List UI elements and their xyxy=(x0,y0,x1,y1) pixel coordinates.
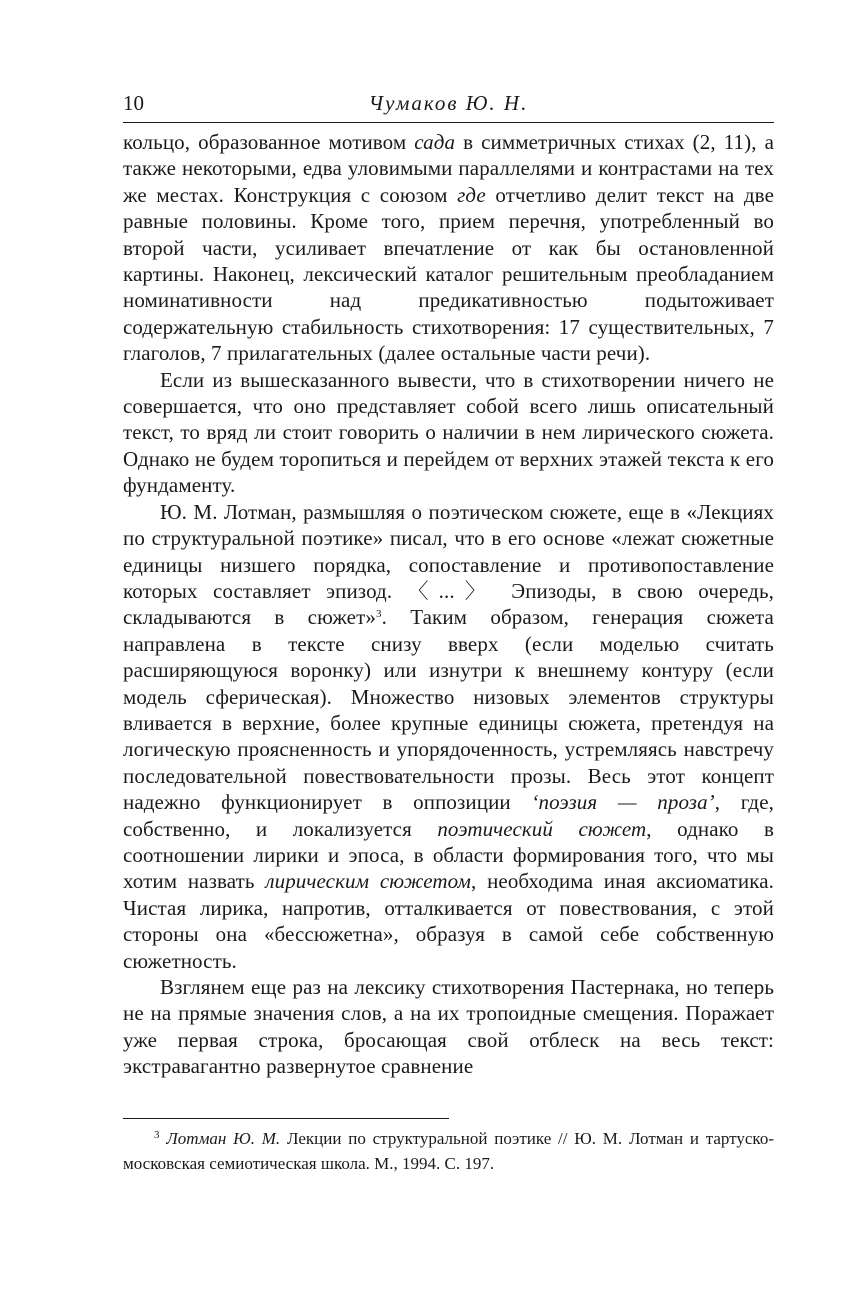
footnote-text: Лекции по структуральной поэтике // Ю. М. Лотман и тартуско-московская семиотическая школа. М., 1994. С. 197. xyxy=(123,1128,774,1173)
italic-term: лирическим сюжетом xyxy=(265,869,471,894)
page-number: 10 xyxy=(123,91,144,115)
text-run: кольцо, образованное мотивом xyxy=(123,130,415,154)
running-title: Чумаков Ю. Н. xyxy=(368,91,529,115)
text-run: , где, собственно, и локализуется xyxy=(123,790,774,841)
footnote xyxy=(123,1126,774,1176)
paragraph-1 xyxy=(123,129,774,367)
footnote-divider xyxy=(123,1118,449,1119)
footnote-reference[interactable]: 3 xyxy=(375,608,382,621)
italic-term: где xyxy=(457,182,486,207)
text-run: в симметричных стихах (2, 11), а также некоторыми, едва уловимыми параллелями и контрастами на тех же местах. Конструкция с союзом xyxy=(123,130,774,207)
footnote-author: Лотман Ю. М. xyxy=(166,1128,281,1148)
italic-term: поэтический сюжет xyxy=(437,816,647,841)
paragraph-4: Взглянем еще раз на лексику стихотворения Пастернака, но теперь не на прямые значения слов, а на их тропоидные смещения. Поражает уже первая строка, бросающая свой отблеск на весь текст: экстравагантно развернутое сравнение xyxy=(123,975,774,1079)
text-run: , однако в соотношении лирики и эпоса, в области формирования того, что мы хотим назвать xyxy=(123,816,774,894)
paragraph-3 xyxy=(123,499,774,974)
text-run: Ю. М. Лотман, размышляя о поэтическом сюжете, еще в «Лекциях по структуральной поэтике» писал, что в его основе «лежат сюжетные единицы низшего порядка, сопоставление и противопоставление которых составляет эпизод. 〈...〉 Эпизоды, в свою очередь, складываются в сюжет» xyxy=(123,499,774,630)
italic-term: ‘поэзия — проза’ xyxy=(531,790,715,815)
text-run: отчетливо делит текст на две равные половины. Кроме того, прием перечня, употребленный во второй части, усиливает впечатление от как бы остановленной картины. Наконец, лексический каталог решительным преобладанием номинативности над предикативностью подытоживает содержательную стабильность стихотворения: 17 существительных, 7 глаголов, 7 прилагательных (далее остальные части речи). xyxy=(123,182,774,366)
text-run: , необходима иная аксиоматика. Чистая лирика, напротив, отталкивается от повествования, с этой стороны она «бессюжетна», образуя в самой себе собственную сюжетность. xyxy=(123,869,775,973)
text-run: . Таким образом, генерация сюжета направлена в тексте снизу вверх (если моделью считать расширяющуюся воронку) или изнутри к внешнему контуру (если модель сферическая). Множество низовых элементов структуры вливается в верхние, более крупные единицы сюжета, претендуя на логическую проясненность и упорядоченность, устремляясь навстречу последовательной повествовательности прозы. Весь этот концепт надежно функционирует в оппозиции xyxy=(123,605,774,815)
footnote-number: 3 xyxy=(154,1128,160,1141)
paragraph-2: Если из вышесказанного вывести, что в стихотворении ничего не совершается, что оно представляет собой всего лишь описательный текст, то вряд ли стоит говорить о наличии в нем лирического сюжета. Однако не будем торопиться и перейдем от верхних этажей текста к его фундаменту. xyxy=(123,367,774,498)
book-page xyxy=(123,88,774,1176)
italic-term: сада xyxy=(414,130,456,154)
running-header xyxy=(123,88,774,123)
body-text xyxy=(123,129,774,1080)
